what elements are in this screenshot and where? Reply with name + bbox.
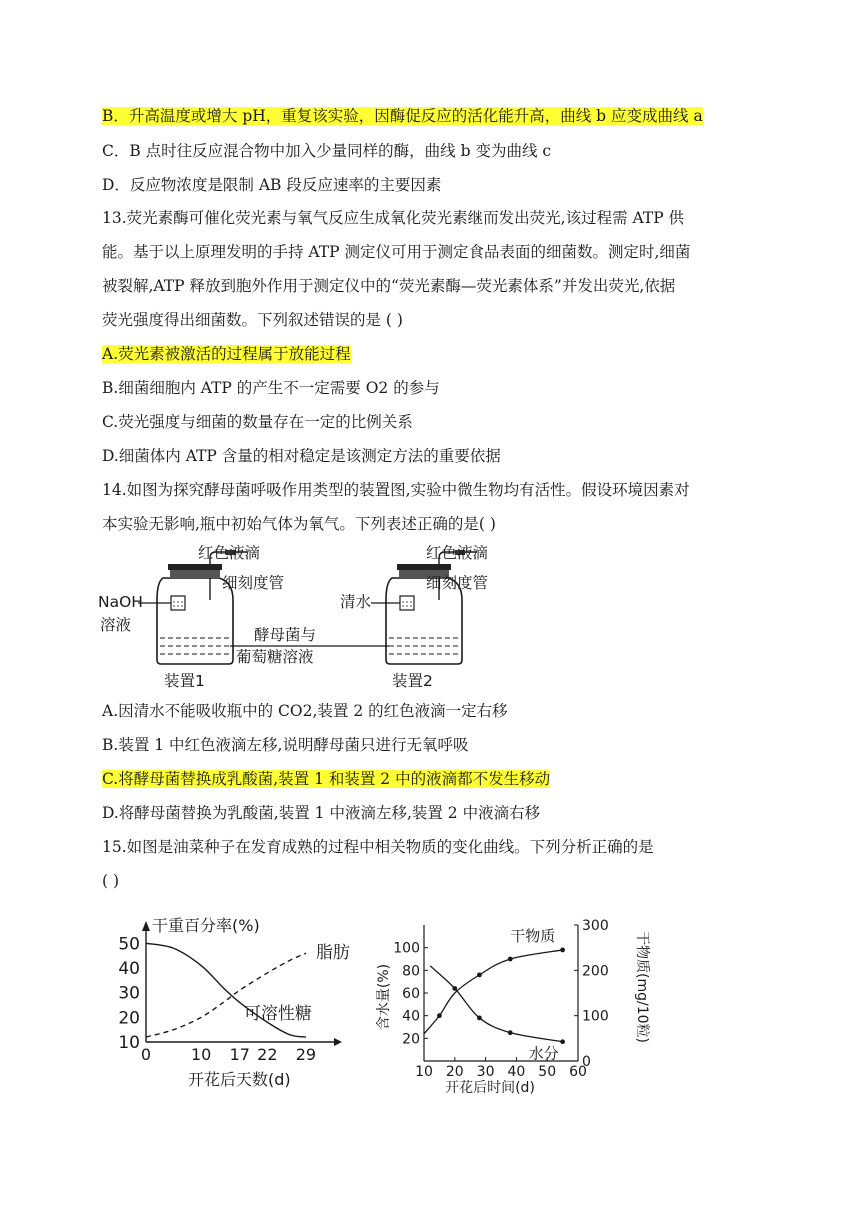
chart2-series-label: 干物质 (510, 927, 556, 945)
yeast-label-2: 葡萄糖溶液 (236, 648, 314, 666)
chart1-y-tick-label: 10 (118, 1033, 140, 1053)
chart2-left-tick-label: 100 (393, 940, 420, 957)
yeast-label-1: 酵母菌与 (254, 626, 317, 644)
chart2-x-tick-label: 40 (507, 1064, 526, 1080)
chart2-left-tick-label: 60 (402, 986, 420, 1002)
q13-stem-line3: 被裂解,ATP 释放到胞外作用于测定仪中的“荧光素酶—荧光素体系”并发出荧光,依据 (102, 277, 676, 295)
q14-stem-line1: 14.如图为探究酵母菌呼吸作用类型的装置图,实验中微生物均有活性。假设环境因素对 (102, 481, 690, 499)
q14-stem-line2: 本实验无影响,瓶中初始气体为氧气。下列表述正确的是( ) (102, 515, 496, 533)
chart1-x-tick-label: 10 (190, 1045, 212, 1064)
chart1-series-label: 脂肪 (315, 943, 350, 964)
chart1-y-tick-label: 30 (118, 983, 140, 1004)
naoh-cup (171, 596, 185, 610)
q13-option-d: D.细菌体内 ATP 含量的相对稳定是该测定方法的重要依据 (102, 447, 501, 465)
chart2-x-tick-label: 50 (538, 1064, 557, 1080)
chart1-ylabel: 干重百分率(%) (152, 916, 260, 935)
chart2-data-point (560, 1039, 565, 1044)
chart2-data-point (508, 957, 513, 962)
chart1-y-tick-label: 40 (118, 959, 140, 979)
q12-option-d: D．反应物浓度是限制 AB 段反应速率的主要因素 (102, 176, 442, 194)
q13-option-a (102, 343, 351, 365)
chart2-x-tick-label: 30 (476, 1064, 495, 1080)
chart2-series-line (430, 966, 562, 1042)
chart2-ylabel-left: 含水量(%) (376, 963, 392, 1031)
q14-option-c (102, 768, 550, 790)
respiration-apparatus-figure (96, 540, 556, 690)
water-cup (400, 596, 414, 610)
q13-option-b: B.细菌细胞内 ATP 的产生不一定需要 O2 的参与 (102, 379, 440, 397)
red-drop-label-2: 红色液滴 (426, 544, 489, 562)
chart2-x-tick-label: 10 (415, 1064, 433, 1080)
chart2-right-tick-label: 100 (582, 1008, 609, 1025)
device-1-label: 装置1 (164, 672, 205, 690)
chart1-xlabel: 开花后天数(d) (188, 1070, 291, 1089)
q15-stem-line2: ( ) (102, 872, 120, 890)
q13-stem-line1: 13.荧光素酶可催化荧光素与氧气反应生成氧化荧光素继而发出荧光,该过程需 ATP 供 (102, 209, 685, 227)
chart2-x-tick-label: 60 (569, 1064, 587, 1080)
chart2-data-point (560, 948, 565, 953)
chart1-x-tick-label: 0 (140, 1045, 152, 1064)
chart-dry-weight-percentage (110, 905, 360, 1095)
chart2-data-point (437, 1013, 442, 1018)
water-label: 清水 (340, 593, 372, 611)
chart2-data-point (508, 1030, 513, 1035)
chart1-x-tick-label: 22 (257, 1045, 278, 1064)
chart1-x-arrow (334, 1038, 342, 1046)
chart2-data-point (452, 986, 457, 991)
q13-stem-line2: 能。基于以上原理发明的手持 ATP 测定仪可用于测定食品表面的细菌数。测定时,细菌 (102, 243, 691, 261)
q13-option-a-text: A.荧光素被激活的过程属于放能过程 (102, 345, 351, 363)
chart2-right-tick-label: 0 (582, 1054, 591, 1070)
chart2-x-tick-label: 20 (445, 1064, 464, 1080)
chart2-data-point (477, 1016, 482, 1021)
q14-option-d: D.将酵母菌替换为乳酸菌,装置 1 中液滴左移,装置 2 中液滴右移 (102, 804, 541, 822)
red-drop-label-1: 红色液滴 (198, 544, 261, 562)
tube-label-1: 细刻度管 (222, 574, 285, 592)
chart-water-dry-matter (368, 912, 658, 1102)
device-2 (371, 550, 477, 664)
chart1-y-arrow (142, 921, 150, 931)
chart2-left-tick-label: 80 (402, 963, 420, 980)
chart2-data-point (477, 972, 482, 977)
chart1-y-tick-label: 50 (118, 934, 140, 955)
chart2-right-tick-label: 200 (582, 963, 609, 980)
chart1-x-tick-label: 29 (295, 1045, 317, 1064)
q13-stem-line4: 荧光强度得出细菌数。下列叙述错误的是 ( ) (102, 311, 403, 329)
q13-option-c: C.荧光强度与细菌的数量存在一定的比例关系 (102, 413, 413, 431)
q14-option-a: A.因清水不能吸收瓶中的 CO2,装置 2 的红色液滴一定右移 (102, 702, 508, 720)
chart2-left-tick-label: 40 (402, 1008, 420, 1025)
chart1-y-tick-label: 20 (118, 1008, 140, 1029)
stopper-2-top (397, 564, 451, 570)
chart2-right-tick-label: 300 (582, 918, 609, 934)
q15-stem-line1: 15.如图是油菜种子在发育成熟的过程中相关物质的变化曲线。下列分析正确的是 (102, 838, 654, 856)
stopper-1-top (168, 564, 222, 570)
chart2-series-line (424, 950, 563, 1034)
device-1 (138, 550, 248, 664)
q12-option-b-text: B．升高温度或增大 pH，重复该实验，因酶促反应的活化能升高，曲线 b 应变成曲线 a (102, 107, 703, 125)
q14-option-b: B.装置 1 中红色液滴左移,说明酵母菌只进行无氧呼吸 (102, 736, 469, 754)
q14-option-c-text: C.将酵母菌替换成乳酸菌,装置 1 和装置 2 中的液滴都不发生移动 (102, 770, 551, 788)
stopper-1-bottom (170, 570, 220, 578)
device-2-label: 装置2 (392, 672, 433, 690)
naoh-label-2: 溶液 (100, 616, 132, 634)
chart1-series-line (146, 953, 306, 1037)
q12-option-b (102, 105, 703, 127)
q12-option-c: C．B 点时往反应混合物中加入少量同样的酶，曲线 b 变为曲线 c (102, 142, 552, 160)
chart2-ylabel-right: 干物质(mg/10粒) (634, 931, 650, 1043)
chart2-series-label: 水分 (528, 1044, 559, 1063)
chart2-left-tick-label: 20 (402, 1031, 420, 1048)
chart2-xlabel: 开花后时间(d) (445, 1080, 535, 1096)
naoh-label: NaOH (98, 593, 143, 611)
chart1-x-tick-label: 17 (229, 1045, 250, 1064)
tube-label-2: 细刻度管 (426, 574, 489, 592)
chart1-series-label: 可溶性糖 (243, 1004, 312, 1025)
